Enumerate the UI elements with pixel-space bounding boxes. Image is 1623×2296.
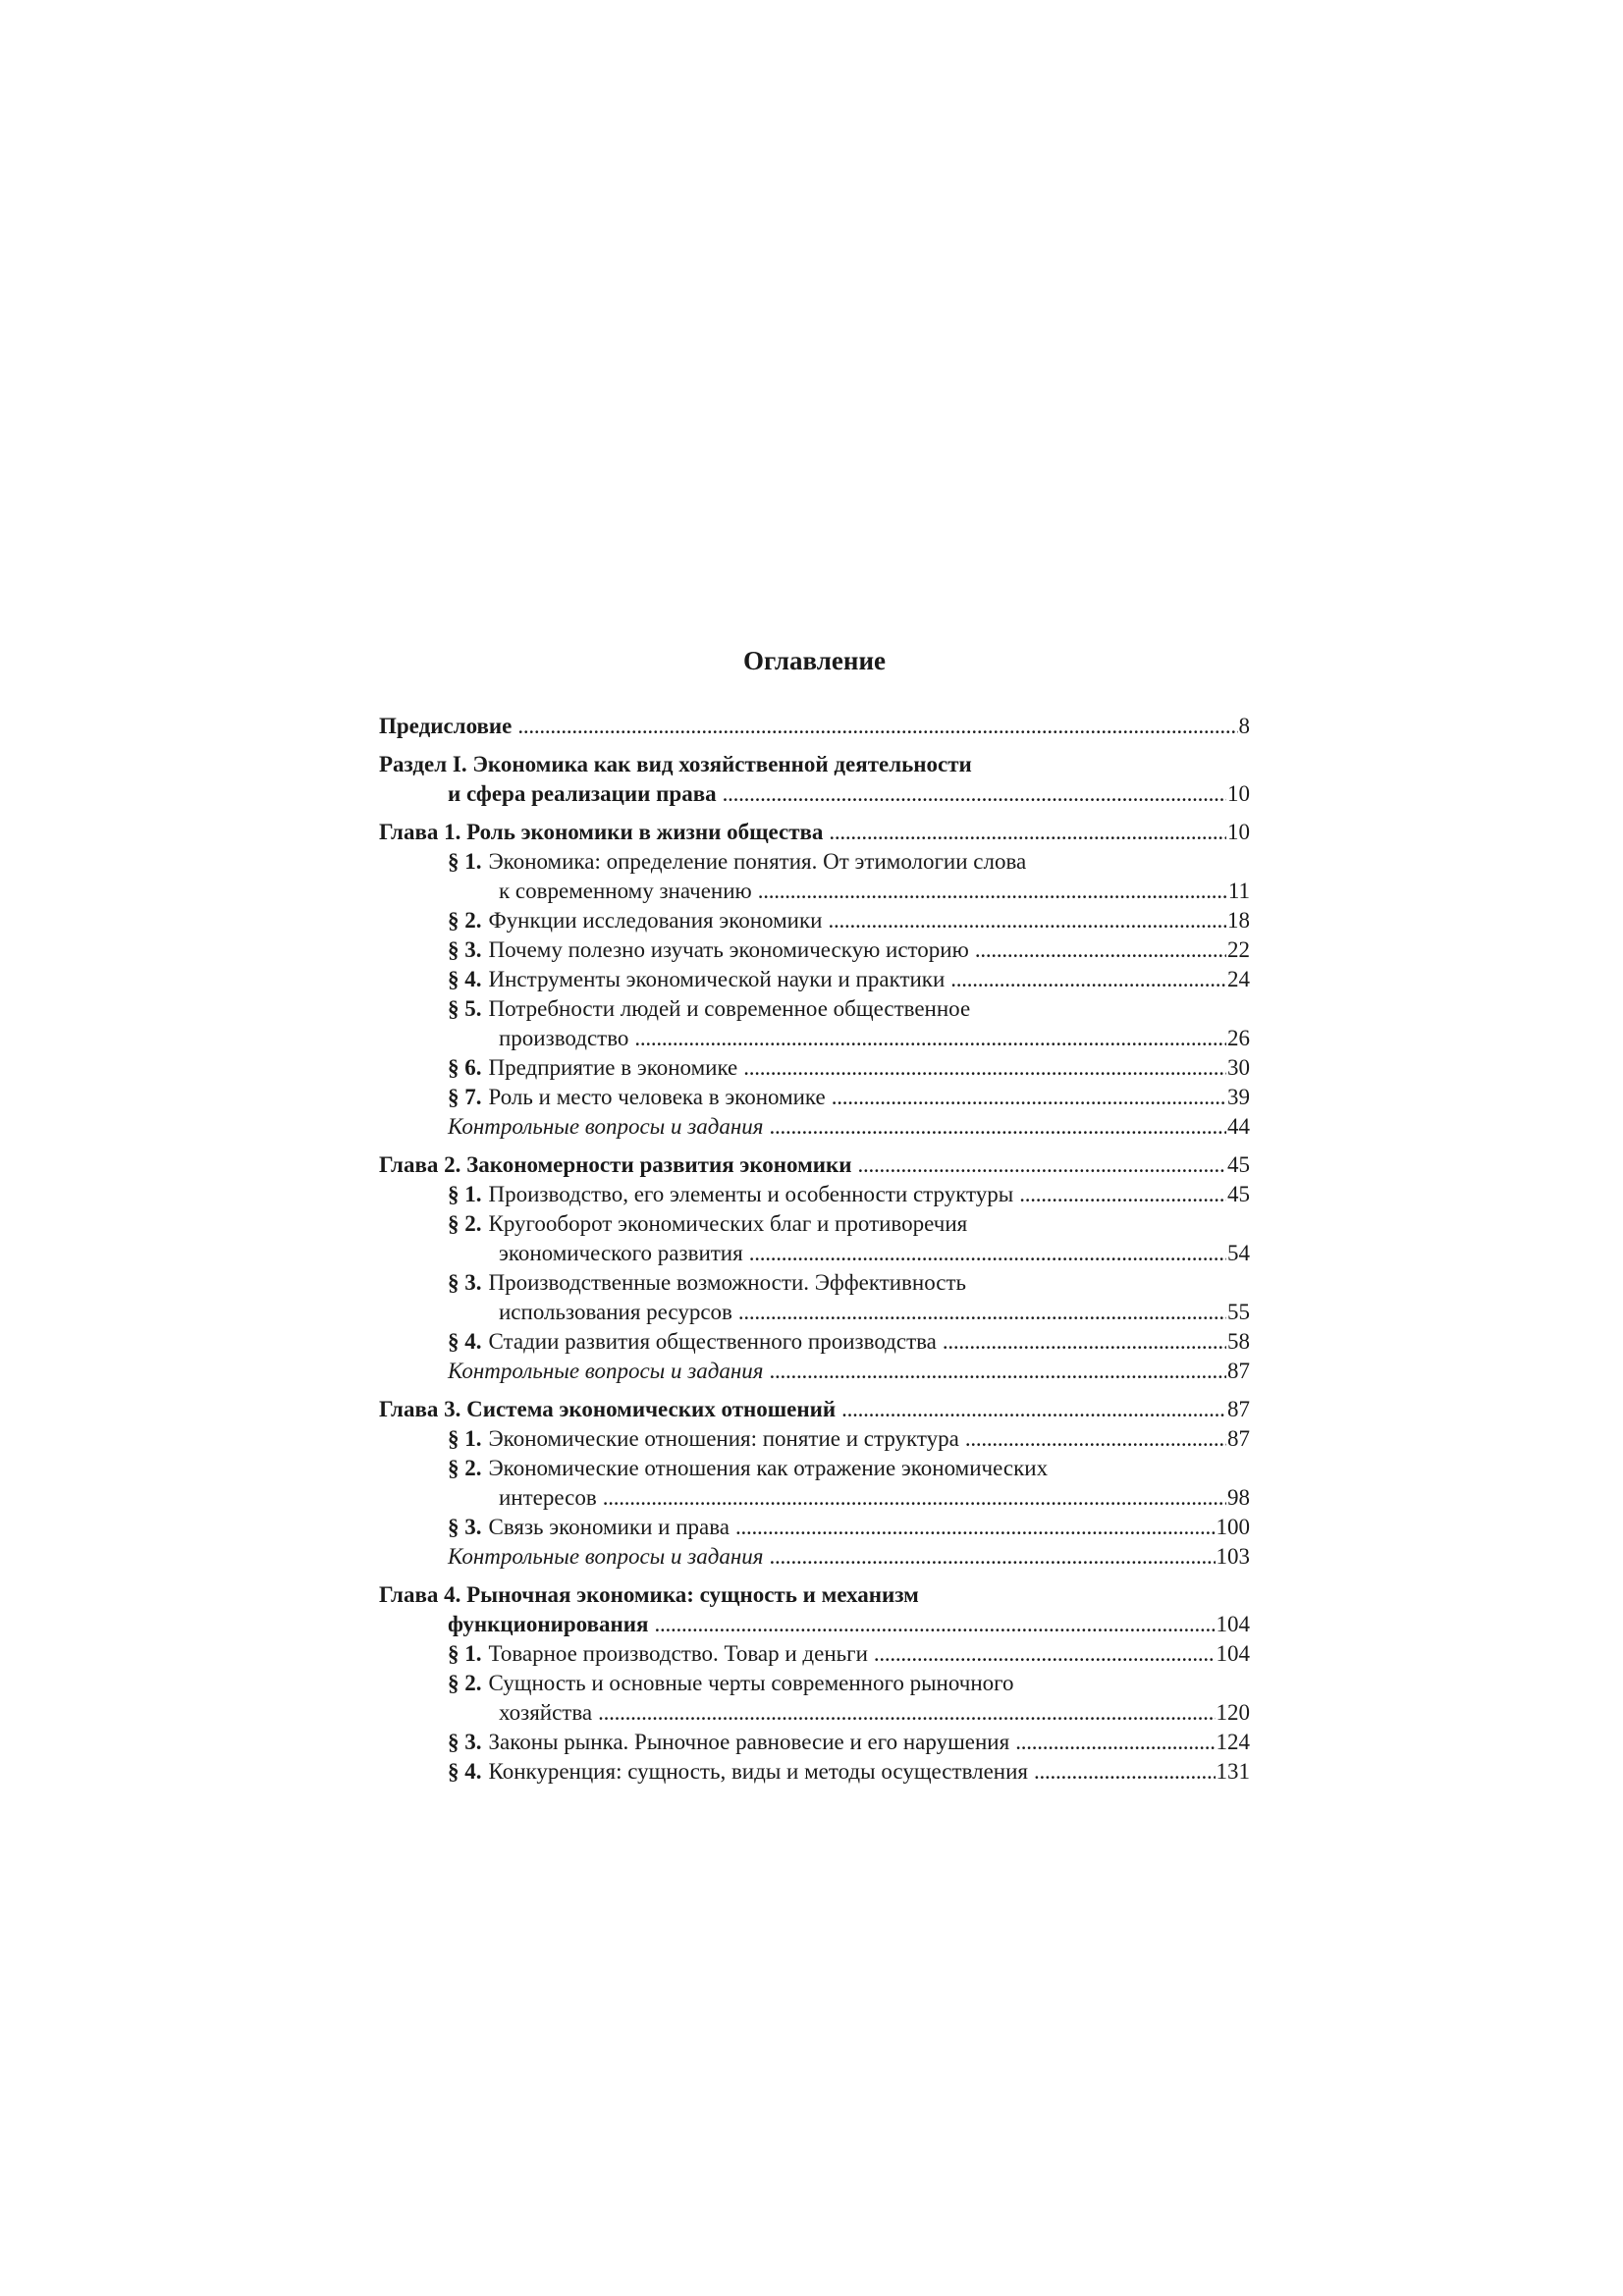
dot-leader (743, 1053, 1226, 1083)
section-number: § 4. (448, 1759, 482, 1784)
page-number: 8 (1238, 714, 1250, 738)
page-number: 30 (1227, 1055, 1250, 1080)
page-number: 45 (1227, 1152, 1250, 1177)
section-number: § 5. (448, 996, 482, 1021)
section-title: Роль и место человека в экономике (488, 1085, 826, 1109)
toc-entry-text: Глава 2. Закономерности развития экономики (379, 1152, 852, 1177)
page-number: 124 (1216, 1730, 1250, 1754)
page-number: 87 (1227, 1359, 1250, 1383)
section-number: § 1. (448, 849, 482, 874)
page-number: 11 (1227, 879, 1250, 903)
toc-section-line (379, 1083, 1250, 1112)
section-number: § 2. (448, 1671, 482, 1695)
section-title: Стадии развития общественного производства (488, 1329, 937, 1354)
toc-section-line (379, 1698, 1250, 1728)
toc-entry-text: Раздел I. Экономика как вид хозяйственной деятельности (379, 752, 972, 776)
page-number: 100 (1216, 1515, 1250, 1539)
section-title: Экономика: определение понятия. От этимологии слова (488, 849, 1027, 874)
toc-section-line (379, 847, 1250, 877)
section-title: экономического развития (499, 1241, 743, 1265)
toc-questions-line (379, 1542, 1250, 1572)
dot-leader (723, 779, 1226, 809)
section-number: § 1. (448, 1426, 482, 1451)
toc-section-line (379, 1024, 1250, 1053)
toc-section-line (379, 1239, 1250, 1268)
toc-entry-text: Глава 3. Система экономических отношений (379, 1397, 837, 1421)
questions-label: Контрольные вопросы и задания (448, 1359, 764, 1383)
toc-line (379, 1610, 1250, 1639)
toc-entry-text: функционирования (448, 1612, 649, 1636)
toc-block-top (379, 712, 1250, 741)
section-number: § 7. (448, 1085, 482, 1109)
dot-leader (841, 1395, 1226, 1424)
toc-line (379, 712, 1250, 741)
section-title: Сущность и основные черты современного рыночного (488, 1671, 1014, 1695)
toc-block-chapter (379, 1150, 1250, 1386)
toc-entry-text: и сфера реализации права (448, 781, 717, 806)
toc-section-line (379, 1483, 1250, 1513)
page-number: 44 (1227, 1114, 1250, 1139)
dot-leader (769, 1357, 1226, 1386)
toc-section-line (379, 994, 1250, 1024)
dot-leader (758, 877, 1227, 906)
table-of-contents (379, 712, 1250, 1787)
page-number: 131 (1216, 1759, 1250, 1784)
toc-section-line (379, 1298, 1250, 1327)
page-number: 18 (1227, 908, 1250, 933)
dot-leader (654, 1610, 1215, 1639)
section-number: § 3. (448, 1730, 482, 1754)
dot-leader (769, 1112, 1226, 1142)
toc-entry-text: Предисловие (379, 714, 513, 738)
page-number: 24 (1227, 967, 1250, 991)
section-title: Производственные возможности. Эффективность (488, 1270, 967, 1295)
toc-section-line (379, 1669, 1250, 1698)
toc-section-line (379, 1728, 1250, 1757)
section-title: Предприятие в экономике (488, 1055, 738, 1080)
toc-line (379, 818, 1250, 847)
page-number: 10 (1227, 781, 1250, 806)
toc-section-line (379, 877, 1250, 906)
page-number: 104 (1216, 1641, 1250, 1666)
section-title: Экономические отношения как отражение экономических (488, 1456, 1049, 1480)
toc-section-line (379, 935, 1250, 965)
toc-section-line (379, 1639, 1250, 1669)
questions-label: Контрольные вопросы и задания (448, 1544, 764, 1569)
section-title: Экономические отношения: понятие и структура (488, 1426, 959, 1451)
section-number: § 3. (448, 1515, 482, 1539)
dot-leader (1015, 1728, 1215, 1757)
section-title: Законы рынка. Рыночное равновесие и его нарушения (488, 1730, 1010, 1754)
dot-leader (975, 935, 1226, 965)
page-number: 22 (1227, 937, 1250, 962)
page-number: 58 (1227, 1329, 1250, 1354)
toc-block-chapter (379, 818, 1250, 1142)
dot-leader (829, 818, 1226, 847)
section-number: § 1. (448, 1182, 482, 1206)
toc-block-chapter (379, 1395, 1250, 1572)
dot-leader (1034, 1757, 1215, 1787)
dot-leader (769, 1542, 1215, 1572)
section-number: § 3. (448, 1270, 482, 1295)
section-title: Кругооборот экономических благ и противоречия (488, 1211, 968, 1236)
section-title: Конкуренция: сущность, виды и методы осуществления (488, 1759, 1029, 1784)
section-title: к современному значению (499, 879, 752, 903)
section-number: § 2. (448, 1456, 482, 1480)
toc-section-line (379, 1513, 1250, 1542)
section-title: Потребности людей и современное общественное (488, 996, 971, 1021)
toc-section-line (379, 1268, 1250, 1298)
dot-leader (738, 1298, 1226, 1327)
toc-line (379, 1580, 1250, 1610)
section-title: производство (499, 1026, 629, 1050)
toc-section-line (379, 965, 1250, 994)
dot-leader (517, 712, 1237, 741)
dot-leader (603, 1483, 1226, 1513)
toc-block-part (379, 750, 1250, 809)
dot-leader (858, 1150, 1226, 1180)
toc-page (379, 643, 1250, 1795)
section-number: § 1. (448, 1641, 482, 1666)
section-number: § 6. (448, 1055, 482, 1080)
toc-section-line (379, 1180, 1250, 1209)
page-number: 87 (1227, 1397, 1250, 1421)
page-number: 55 (1227, 1300, 1250, 1324)
dot-leader (950, 965, 1226, 994)
page-number: 54 (1227, 1241, 1250, 1265)
section-title: Инструменты экономической науки и практики (488, 967, 946, 991)
dot-leader (598, 1698, 1215, 1728)
section-number: § 2. (448, 1211, 482, 1236)
toc-line (379, 750, 1250, 779)
toc-entry-text: Глава 1. Роль экономики в жизни общества (379, 820, 824, 844)
toc-line (379, 779, 1250, 809)
toc-section-line (379, 1454, 1250, 1483)
section-title: Производство, его элементы и особенности структуры (488, 1182, 1014, 1206)
toc-section-line (379, 1757, 1250, 1787)
section-title: интересов (499, 1485, 597, 1510)
section-title: хозяйства (499, 1700, 593, 1725)
dot-leader (943, 1327, 1226, 1357)
page-number: 98 (1227, 1485, 1250, 1510)
dot-leader (965, 1424, 1226, 1454)
dot-leader (874, 1639, 1216, 1669)
toc-section-line (379, 1424, 1250, 1454)
toc-section-line (379, 1053, 1250, 1083)
toc-line (379, 1395, 1250, 1424)
toc-section-line (379, 1327, 1250, 1357)
page-number: 45 (1227, 1182, 1250, 1206)
page-number: 103 (1216, 1544, 1250, 1569)
toc-block-chapter (379, 1580, 1250, 1787)
dot-leader (1019, 1180, 1226, 1209)
dot-leader (634, 1024, 1226, 1053)
page-number: 26 (1227, 1026, 1250, 1050)
section-title: Товарное производство. Товар и деньги (488, 1641, 868, 1666)
toc-questions-line (379, 1357, 1250, 1386)
dot-leader (749, 1239, 1226, 1268)
page-number: 87 (1227, 1426, 1250, 1451)
page-number: 39 (1227, 1085, 1250, 1109)
section-title: Почему полезно изучать экономическую историю (488, 937, 969, 962)
toc-questions-line (379, 1112, 1250, 1142)
dot-leader (832, 1083, 1226, 1112)
toc-section-line (379, 906, 1250, 935)
dot-leader (828, 906, 1226, 935)
page-number: 10 (1227, 820, 1250, 844)
section-number: § 4. (448, 967, 482, 991)
section-title: использования ресурсов (499, 1300, 732, 1324)
page-number: 120 (1216, 1700, 1250, 1725)
section-title: Связь экономики и права (488, 1515, 730, 1539)
questions-label: Контрольные вопросы и задания (448, 1114, 764, 1139)
dot-leader (735, 1513, 1216, 1542)
page-title: Оглавление (743, 646, 886, 675)
toc-entry-text: Глава 4. Рыночная экономика: сущность и механизм (379, 1582, 919, 1607)
toc-section-line (379, 1209, 1250, 1239)
section-title: Функции исследования экономики (488, 908, 823, 933)
toc-line (379, 1150, 1250, 1180)
section-number: § 2. (448, 908, 482, 933)
section-number: § 3. (448, 937, 482, 962)
section-number: § 4. (448, 1329, 482, 1354)
page-number: 104 (1216, 1612, 1250, 1636)
